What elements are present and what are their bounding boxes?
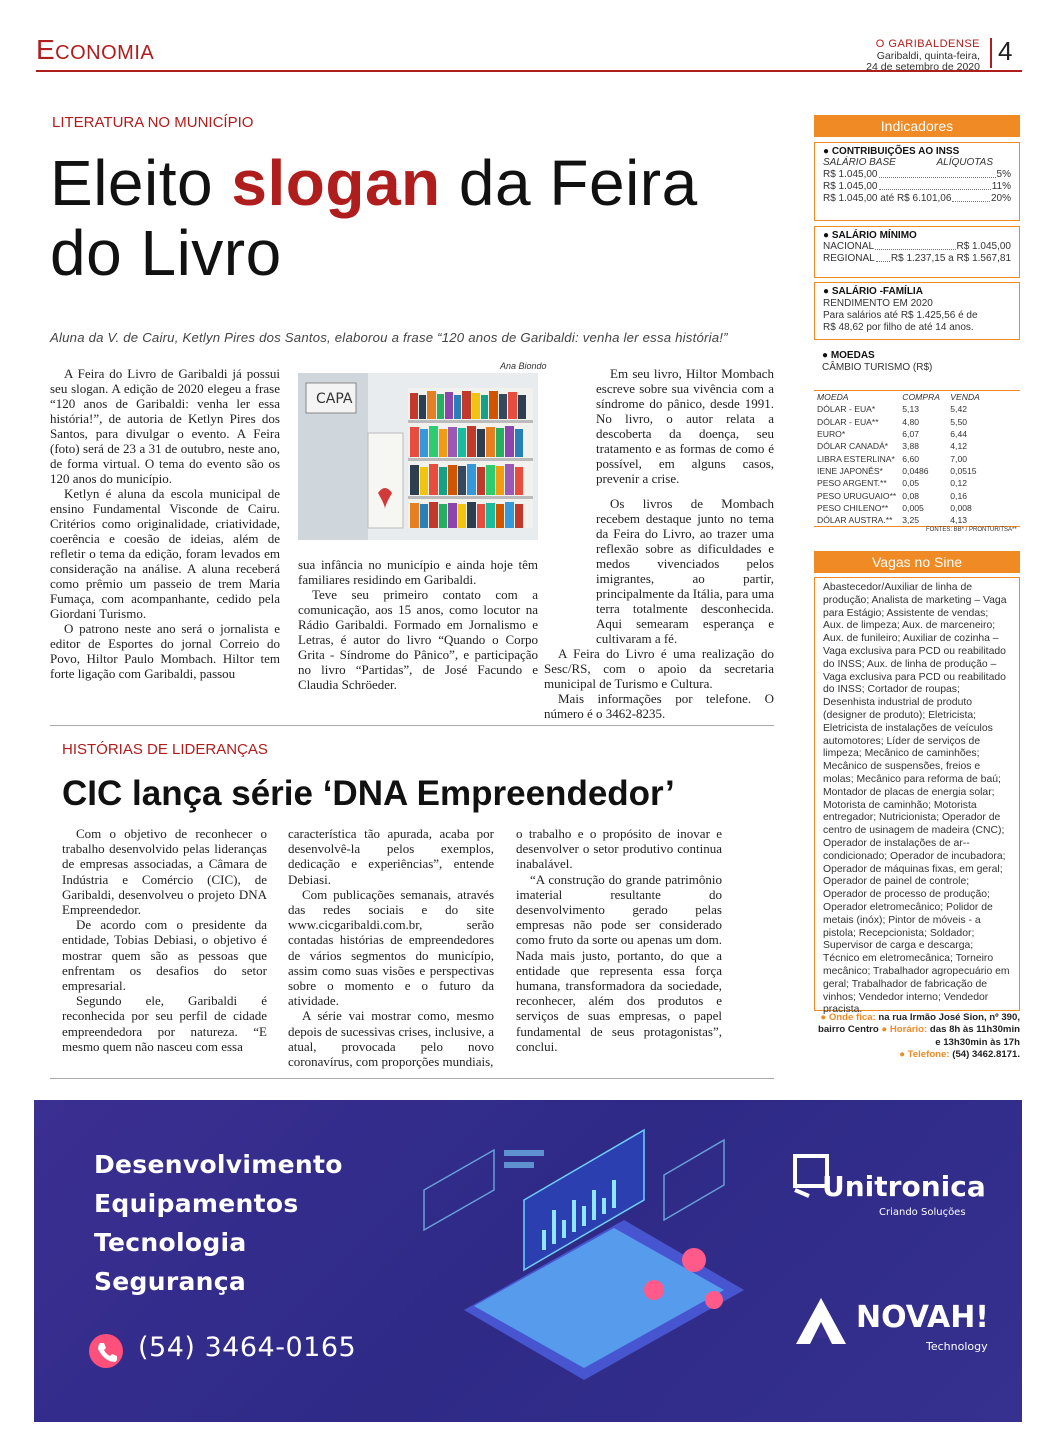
- photo-credit: Ana Biondo: [500, 361, 547, 371]
- family-line: Para salários até R$ 1.425,56 é de: [823, 310, 978, 321]
- brand-novah: NOVAH!: [856, 1300, 989, 1335]
- currency-row: [814, 440, 983, 452]
- currency-row: [814, 428, 983, 440]
- date-line-2: 24 de setembro de 2020: [866, 61, 980, 73]
- inss-row: R$ 1.045,00 até R$ 6.101,06 20%: [823, 193, 1011, 204]
- currency-sell: 0,12: [947, 477, 983, 489]
- article2-kicker: HISTÓRIAS DE LIDERANÇAS: [62, 741, 268, 758]
- ad-line: Desenvolvimento: [94, 1150, 343, 1179]
- currency-table-wrap: [814, 390, 1020, 527]
- currency-buy: 5,13: [899, 403, 947, 415]
- currency-row: [814, 489, 983, 501]
- currency-name: DÓLAR CANADÁ*: [817, 441, 889, 452]
- family-title: ● SALÁRIO -FAMÍLIA: [823, 286, 923, 297]
- currency-sell: 6,44: [947, 428, 983, 440]
- family-line: RENDIMENTO EM 2020: [823, 298, 933, 309]
- currency-name: DÓLAR AUSTRA.**: [817, 515, 893, 526]
- article1-column-3a: [596, 366, 774, 486]
- currency-sell: 4,12: [950, 441, 968, 452]
- article2-column-2: [288, 826, 494, 1069]
- currency-name: LIBRA ESTERLINA*: [814, 452, 899, 464]
- paragraph: Os livros de Mombach recebem destaque junto no tema da Feira do Livro, ao trazer uma reflexão sobre as dificuldades e medos vivenciados pelos imigrantes, ao partir, principalmente da Itália, para uma terra totalmente desconhecida. Aqui semearam esperança e cultivaram a fé.: [596, 496, 774, 646]
- ad-phone-number: (54) 3464-0165: [138, 1332, 357, 1363]
- currency-sell: 0,008: [947, 502, 983, 514]
- paragraph: Com publicações semanais, através das redes sociais e do site www.cicgaribaldi.com.br, serão contadas histórias de empreendedores de vários segmentos do município, assim como suas visões e perspectivas sobre o momento e o futuro da atividade.: [288, 886, 494, 1009]
- currency-header-row: MOEDA COMPRA VENDA: [817, 392, 980, 403]
- currency-sell: 0,16: [950, 490, 968, 501]
- currency-row: [814, 416, 983, 428]
- date-line-1: Garibaldi, quinta-feira,: [876, 50, 980, 62]
- section-divider: [50, 725, 774, 726]
- currency-row: [814, 477, 983, 489]
- currency-sell: 7,00: [947, 452, 983, 464]
- brand-unitronica: Unitronica: [822, 1170, 986, 1203]
- tech-illustration: [404, 1110, 774, 1410]
- paragraph: Em seu livro, Hiltor Mombach escreve sobre sua vivência com a síndrome do pânico, desde 1991. No livro, o autor relata a descoberta da doença, seu tratamento e as formas de como é possível, em alguns casos, prevenir a crise.: [596, 366, 774, 486]
- article2-column-3: [516, 826, 722, 1054]
- paragraph: Mais informações por telefone. O número é o 3462-8235.: [544, 691, 774, 721]
- paragraph: o trabalho e o propósito de inovar e desenvolver o setor produtivo continua inabalável.: [516, 826, 722, 872]
- min-wage-box: [814, 226, 1020, 278]
- section-title: Economia: [36, 34, 155, 65]
- article-deck: Aluna da V. de Cairu, Ketlyn Pires dos Santos, elaborou a frase “120 anos de Garibaldi: venha ler essa história!”: [50, 330, 728, 345]
- ad-line: Equipamentos: [94, 1189, 299, 1218]
- newspaper-name: O GARIBALDENSE: [875, 38, 980, 50]
- currency-row: [814, 403, 983, 415]
- currency-row: [814, 514, 983, 526]
- currency-buy: 0,0486: [902, 465, 929, 476]
- currency-name: DÓLAR - EUA**: [817, 416, 879, 427]
- currency-name: DÓLAR - EUA*: [814, 403, 899, 415]
- paragraph: característica tão apurada, acaba por desenvolvê-la pelos exemplos, dedicação e experiências”, entende Debiasi.: [288, 826, 494, 887]
- wage-row: REGIONAL R$ 1.237,15 a R$ 1.567,81: [823, 253, 1011, 264]
- headline-accent: slogan: [231, 147, 441, 219]
- section-divider-bottom: [50, 1078, 774, 1079]
- novah-icon: [794, 1296, 848, 1346]
- advertisement[interactable]: [34, 1100, 1022, 1422]
- currency-name: PESO URUGUAIO**: [817, 490, 897, 501]
- article1-column-3b: [544, 496, 774, 721]
- article-kicker: LITERATURA NO MUNICÍPIO: [52, 114, 254, 131]
- paragraph: “A construção do grande patrimônio imaterial resultante do desenvolvimento gerado pelas empresas não pode ser considerado como fruto da sorte ou apenas um dom. Nada mais justo, portanto, do que a entidade que representa essa força humana, transformadora da sociedade, reconhecer, além dos produtos e serviços de suas empresas, o papel fundamental de seus protagonistas”, conclui.: [516, 871, 722, 1054]
- currency-subtitle: CÂMBIO TURISMO (R$): [822, 362, 933, 373]
- inss-row: R$ 1.045,00 5%: [823, 169, 1011, 180]
- inss-col-a: SALÁRIO BASE: [823, 157, 896, 168]
- phone-icon: [89, 1334, 123, 1368]
- article2-headline: CIC lança série ‘DNA Empreendedor’: [62, 774, 675, 813]
- paragraph: A Feira do Livro é uma realização do Sesc/RS, com o apoio da secretaria municipal de Turismo e Cultura.: [544, 646, 774, 691]
- ad-line: Segurança: [94, 1267, 247, 1296]
- currency-buy: 6,07: [899, 428, 947, 440]
- currency-buy: 4,80: [902, 416, 920, 427]
- currency-sell: 5,50: [950, 416, 968, 427]
- page-number: 4: [998, 36, 1013, 66]
- page-divider: [990, 38, 992, 68]
- family-wage-box: [814, 282, 1020, 340]
- currency-title: ● MOEDAS: [822, 350, 875, 361]
- paragraph: A série vai mostrar como, mesmo depois de sucessivas crises, inclusive, a atual, provocada pelo novo coronavírus, com proporções mundiais,: [288, 1008, 494, 1070]
- currency-sell: 0,0515: [950, 465, 977, 476]
- paragraph: A Feira do Livro de Garibaldi já possui seu slogan. A edição de 2020 elegeu a frase “120 anos de Garibaldi: venha ler essa história!”, de autoria de Ketlyn Pires dos Santos, para divulgar o evento. A Feira (foto) será de 23 a 31 de outubro, neste ano, de forma virtual. O tema do evento são os 120 anos do município.: [50, 366, 280, 486]
- paragraph: Teve seu primeiro contato com a comunicação, aos 15 anos, como locutor na Rádio Garibaldi. Formado em Jornalismo e Letras, é autor do livro “Quando o Corpo Grita - Síndrome do Pânico”, e participação no livro “Partidas”, de José Facundo e Claudia Schröeder.: [298, 587, 538, 692]
- svg-text:CAPA: CAPA: [316, 391, 353, 407]
- min-wage-title: ● SALÁRIO MÍNIMO: [823, 230, 917, 241]
- currency-row: [814, 502, 983, 514]
- jobs-list: Abastecedor/Auxiliar de linha de produção; Analista de marketing – Vaga para Estágio; Assistente de vendas; Aux. de limpeza; Aux. de marceneiro; Aux. de funileiro; Auxiliar de cozinha – Vaga exclusiva para PCD ou reabilitado do INSS; Aux. de linha de produção – Vaga exclusiva para PCD ou reabilitado do INSS; Cortador de roupas; Desenhista industrial de produto (designer de produto); Eletricista; Eletricista de instalações de veículos automotores; Líder de serviços de limpeza; Mecânico de caminhões; Mecânico de suspensões, freios e molas; Mecânico para reforma de baú; Montador de placas de energia solar; Motorista de caminhão; Motorista entregador; Nutricionista; Operador de centro de usinagem de madeira (CNC); Operador de instalações de ar--condicionado; Operador de incubadora; Operador de máquinas fixas, em geral; Operador de painel de controle; Operador de processo de produção; Operador eletromecânico; Polidor de metais (inóx); Pintor de móveis - a pistola; Recepcionista; Soldador; Supervisor de carga e descarga; Técnico em eletromecânica; Torneiro mecânico; Trabalhador agropecuário em geral; Trabalhador de fabricação de vinhos; Vendedor interno; Vendedor pracista.: [814, 577, 1020, 1011]
- currency-buy: 3,88: [902, 441, 920, 452]
- family-line: R$ 48,62 por filho de até 14 anos.: [823, 322, 974, 333]
- currency-sell: 5,42: [947, 403, 983, 415]
- jobs-header: Vagas no Sine: [814, 551, 1020, 573]
- paragraph: O patrono neste ano será o jornalista e editor de Esportes do jornal Correio do Povo, Hiltor Paulo Mombach. Hiltor tem forte ligação com Garibaldi, passou: [50, 621, 280, 681]
- currency-buy: 0,05: [899, 477, 947, 489]
- book-fair-photo: [298, 373, 538, 540]
- currency-buy: 0,005: [899, 502, 947, 514]
- currency-name: PESO CHILENO**: [814, 502, 899, 514]
- paragraph: sua infância no município e ainda hoje têm familiares residindo em Garibaldi.: [298, 557, 538, 587]
- article2-column-1: [62, 826, 267, 1054]
- ad-line: Tecnologia: [94, 1228, 247, 1257]
- headline: [50, 148, 770, 288]
- article1-column-2: [298, 557, 538, 692]
- paragraph: Segundo ele, Garibaldi é reconhecida por seu perfil de cidade empreendedora por natureza. “E mesmo quem não nasceu com essa: [62, 993, 267, 1054]
- paragraph: Ketlyn é aluna da escola municipal de ensino Fundamental Visconde de Cairu. Critérios como originalidade, criatividade, coerência e coesão de ideias, além de refletir o tema da edição, foram levados em consideração na análise. A aluna receberá como prêmio um passeio de trem Maria Fumaça, com acompanhante, cedido pela Giordani Turismo.: [50, 486, 280, 621]
- currency-name: EURO*: [814, 428, 899, 440]
- jobs-contact: ● Onde fica: na rua Irmão José Sion, nº 390, bairro Centro ● Horário: das 8h às 11h30min e 13h30min às 17h ● Telefone: (54) 3462.8171.: [817, 1012, 1020, 1061]
- headline-post: da Feira do Livro: [50, 147, 698, 289]
- currency-row: [814, 465, 983, 477]
- inss-row: R$ 1.045,00 11%: [823, 181, 1011, 192]
- brand-novah-tag: Technology: [926, 1340, 988, 1353]
- currency-buy: 6,60: [899, 452, 947, 464]
- currency-buy: 3,25: [902, 515, 920, 526]
- inss-col-b: ALÍQUOTAS: [936, 157, 993, 168]
- indicators-header: Indicadores: [814, 115, 1020, 137]
- currency-name: PESO ARGENT.**: [814, 477, 899, 489]
- inss-title: ● CONTRIBUIÇÕES AO INSS: [823, 146, 960, 157]
- currency-row: [814, 452, 983, 464]
- currency-buy: 0,08: [902, 490, 920, 501]
- currency-sources: FONTES: BB* / PRONTUR/TSA**: [926, 527, 1017, 533]
- inss-box: [814, 142, 1020, 221]
- headline-pre: Eleito: [50, 147, 232, 219]
- brand-unitronica-tag: Criando Soluções: [879, 1207, 966, 1218]
- currency-sell: 4,13: [950, 515, 968, 526]
- paragraph: De acordo com o presidente da entidade, Tobias Debiasi, o objetivo é mostrar quem são as pessoas que enfrentam os desafios do setor empresarial.: [62, 917, 267, 994]
- currency-table: [814, 391, 983, 526]
- currency-name: IENE JAPONÊS*: [817, 465, 883, 476]
- paragraph: Com o objetivo de reconhecer o trabalho desenvolvido pelas lideranças de empresas associadas, a Câmara de Indústria e Comércio (CIC), de Garibaldi, desenvolveu o projeto DNA Empreendedor.: [62, 826, 267, 918]
- wage-row: NACIONAL R$ 1.045,00: [823, 241, 1011, 252]
- article1-column-1: [50, 366, 280, 681]
